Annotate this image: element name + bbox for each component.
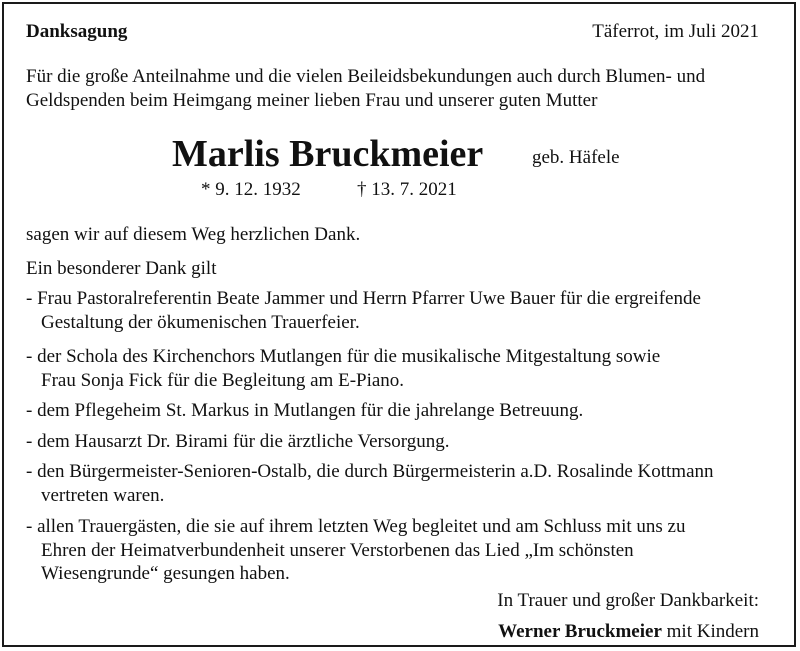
death-date: † 13. 7. 2021 bbox=[357, 179, 457, 200]
list-item bbox=[26, 460, 786, 507]
list-item-line: - dem Pflegeheim St. Markus in Mutlangen für die jahrelange Betreuung. bbox=[26, 400, 584, 421]
deceased-name: Marlis Bruckmeier bbox=[172, 133, 484, 175]
intro-line-2: Geldspenden beim Heimgang meiner lieben Frau und unserer guten Mutter bbox=[26, 90, 598, 111]
list-item-line: Wiesengrunde“ gesungen haben. bbox=[41, 563, 290, 584]
list-item-line: Gestaltung der ökumenischen Trauerfeier. bbox=[41, 311, 360, 333]
place-date: Täferrot, im Juli 2021 bbox=[592, 21, 759, 42]
list-item-line: Frau Sonja Fick für die Begleitung am E-Piano. bbox=[41, 369, 405, 391]
maiden-name: geb. Häfele bbox=[532, 147, 620, 168]
list-item-line: Ehren der Heimatverbundenheit unserer Verstorbenen das Lied „Im schönsten bbox=[41, 539, 634, 561]
special-thanks-intro: Ein besonderer Dank gilt bbox=[26, 258, 217, 279]
list-item bbox=[26, 399, 786, 423]
list-item-line: vertreten waren. bbox=[41, 484, 165, 506]
thanks-line: sagen wir auf diesem Weg herzlichen Dank. bbox=[26, 224, 361, 245]
list-item-line: - dem Hausarzt Dr. Birami für die ärztliche Versorgung. bbox=[26, 431, 450, 452]
signer-name: Werner Bruckmeier bbox=[498, 621, 662, 642]
closing-line: In Trauer und großer Dankbarkeit: bbox=[497, 590, 759, 611]
list-item bbox=[26, 287, 786, 334]
birth-date: * 9. 12. 1932 bbox=[201, 179, 301, 200]
list-item bbox=[26, 515, 786, 586]
list-item-line: - Frau Pastoralreferentin Beate Jammer und Herrn Pfarrer Uwe Bauer für die ergreifende bbox=[26, 288, 701, 309]
list-item-line: - allen Trauergästen, die sie auf ihrem letzten Weg begleitet und am Schluss mit uns zu bbox=[26, 516, 686, 537]
signature bbox=[498, 620, 759, 643]
list-item bbox=[26, 430, 786, 454]
signer-suffix: mit Kindern bbox=[661, 621, 759, 642]
list-item-line: - den Bürgermeister-Senioren-Ostalb, die durch Bürgermeisterin a.D. Rosalinde Kottmann bbox=[26, 461, 714, 482]
list-item bbox=[26, 345, 786, 392]
heading: Danksagung bbox=[26, 21, 128, 42]
intro-line-1: Für die große Anteilnahme und die vielen Beileidsbekundungen auch durch Blumen- und bbox=[26, 66, 706, 87]
list-item-line: - der Schola des Kirchenchors Mutlangen für die musikalische Mitgestaltung sowie bbox=[26, 346, 661, 367]
